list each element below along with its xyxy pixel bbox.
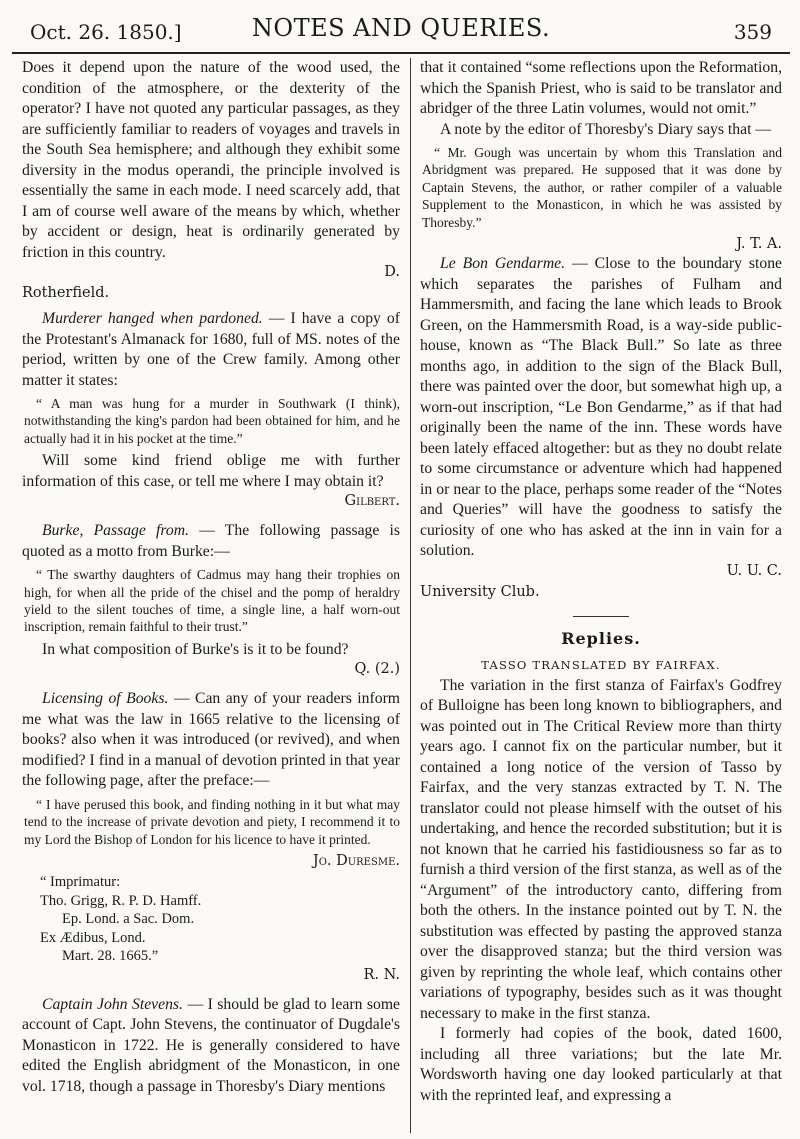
stevens-quote: “ Mr. Gough was uncertain by whom this Translation and Abridgment was prepared. He supposed that it was done by Captain Stevens, the author, or rather compiler of a valuable Supplement to the Monasticon, in which he was assisted by Thoresby.” (422, 145, 782, 230)
signature-rn: R. N. (363, 966, 400, 983)
imprimatur-line: Ep. Lond. a Sac. Dom. (62, 911, 195, 928)
left-column (22, 58, 400, 1133)
imprimatur-line: Ex Ædibus, Lond. (40, 929, 146, 946)
gendarme-body: — Close to the boundary stone which separates the parishes of Fulham and Hammersmith, and facing the lane which leads to Brook Green, on the Hammersmith Road, is a way-side public-house, known as “The Black Bull.” So late as three months ago, in addition to the sign of the Black Bull, there was painted over the door, but somewhat high up, a worn-out inscription, “Le Bon Gendarme,” as if that had originally been the name of the inn. These words have been lately effaced altogether: but as they no doubt relate to some circumstance or adventure which had happened in or near to the place, perhaps some reader of the “Notes and Queries” will have the goodness to satisfy the curiosity of one who has asked at the inn in vain for a solution. (420, 255, 782, 560)
signature-q2: Q. (2.) (354, 661, 400, 678)
stevens-body: — I should be glad to learn some account of Capt. John Stevens, the continuator of Dugdale's Monasticon in 1722. He is generally considered to have edited the English abridgment of the Monasticon, in one vol. 1718, though a passage in Thoresby's Diary mentions (22, 995, 400, 1095)
stevens-continued: that it contained “some reflections upon the Reformation, which the Spanish Priest, who is said to be translator and abridger of the three Latin volumes, would not omit.” (420, 59, 782, 117)
stevens-note: A note by the editor of Thoresby's Diary says that — (440, 120, 772, 138)
header-title: NOTES AND QUERIES. (251, 14, 551, 42)
murderer-query: Will some kind friend oblige me with further information of this case, or tell me where I may obtain it? (22, 452, 400, 490)
tasso-paragraph-1: The variation in the first stanza of Fairfax's Godfrey of Bulloigne has been long known to bibliographers, and was pointed out in The Critical Review more than thirty years ago. I cannot fix on the particular number, but it contained a long notice of the version of Tasso by Fairfax, and the very stanzas extracted by T. N. The translator could not please himself with the outset of his undertaking, and hence the recorded substitution; but it is not known that he carried his fastidiousness so far as to furnish a third version of the first stanza, as well as of the “Argument” of the introductory canto, differing from both the others. In the instance pointed out by T. N. the substitution was effected by pasting the approved stanza over the disapproved stanza; but the third version was given by reprinting the whole leaf, which contains other variations of typography, besides such as it was thought necessary to make in the first stanza. (420, 676, 782, 1022)
article-murderer (22, 309, 400, 391)
stevens-title: Captain John Stevens. (42, 995, 183, 1013)
tasso-paragraph-2: I formerly had copies of the book, dated 1600, including all three variations; but the late Mr. Wordsworth having one day looked particularly at that with the reprinted leaf, and expressing a (420, 1025, 782, 1104)
article-licensing (22, 689, 400, 792)
signature-gilbert: Gilbert. (344, 493, 400, 510)
murderer-title: Murderer hanged when pardoned. (42, 310, 263, 327)
burke-title: Burke, Passage from. (42, 522, 190, 540)
article-burke (22, 521, 400, 562)
page-header (12, 0, 790, 54)
article-fire-friction: Does it depend upon the nature of the wood used, the condition of the atmosphere, or the dexterity of the operator? I have not quoted any particular passages, as they are sufficiently familiar to readers of voyages and travels in the South Sea hemisphere; and although they exhibit some diversity in the modus operandi, the principle involved is essentially the same in each mode. I need scarcely add, that I am of course well aware of the means by which, whether by accident or design, heat is ordinarily generated by friction in this country. (22, 59, 400, 261)
columns (12, 58, 790, 1133)
section-rule (573, 616, 629, 617)
gendarme-title: Le Bon Gendarme. (440, 255, 566, 273)
article-gendarme (420, 254, 782, 562)
spacer (22, 679, 400, 689)
licensing-quote: “ I have perused this book, and finding nothing in it but what may tend to the increase of private devotion and piety, I recommend it to my Lord the Bishop of London for his licence to have it printed. (24, 796, 400, 847)
burke-body: — The following passage is quoted as a motto from Burke:— (22, 522, 400, 560)
place-university-club: University Club. (420, 583, 540, 600)
article-stevens (22, 995, 400, 1098)
licensing-body: — Can any of your readers inform me what was the law in 1665 relative to the licensing of books? also when it was introduced (or revived), and when modified? I find in a manual of devotion printed in that year the following page, after the preface:— (22, 690, 400, 790)
murderer-body: — I have a copy of the Protestant's Almanack for 1680, full of MS. notes of the period, written by one of the Crew family. Among other matter it states: (22, 310, 400, 389)
section-title-replies: Replies. (561, 628, 641, 648)
header-date: Oct. 26. 1850.] (30, 20, 182, 44)
place-rotherfield: Rotherfield. (22, 285, 110, 301)
header-page-number: 359 (733, 20, 772, 44)
burke-query: In what composition of Burke's is it to be found? (42, 640, 349, 658)
signature-d: D. (384, 264, 400, 280)
imprimatur-line: Mart. 28. 1665.” (62, 948, 159, 965)
column-divider (410, 58, 411, 1133)
signature-duresme: Jo. Duresme. (312, 853, 400, 870)
imprimatur-line: “ Imprimatur: (40, 874, 121, 891)
spacer (22, 511, 400, 521)
burke-quote: “ The swarthy daughters of Cadmus may hang their trophies on high, for when all the pride of the chisel and the pomp of heraldry yield to the silent touches of time, a single line, a half worn-out inscription, remain faithful to their trust.” (24, 567, 400, 635)
right-column (420, 58, 782, 1133)
spacer (22, 985, 400, 995)
imprimatur-block (40, 873, 400, 966)
article-title-tasso: TASSO TRANSLATED BY FAIRFAX. (481, 657, 721, 672)
signature-jta: J. T. A. (736, 236, 782, 253)
licensing-title: Licensing of Books. (42, 690, 169, 708)
signature-uuc: U. U. C. (726, 562, 782, 579)
murderer-quote: “ A man was hung for a murder in Southwark (I think), notwithstanding the king's pardon had been obtained for him, and he actually had it in his pocket at the time.” (24, 396, 400, 446)
imprimatur-line: Tho. Grigg, R. P. D. Hamff. (40, 892, 202, 909)
